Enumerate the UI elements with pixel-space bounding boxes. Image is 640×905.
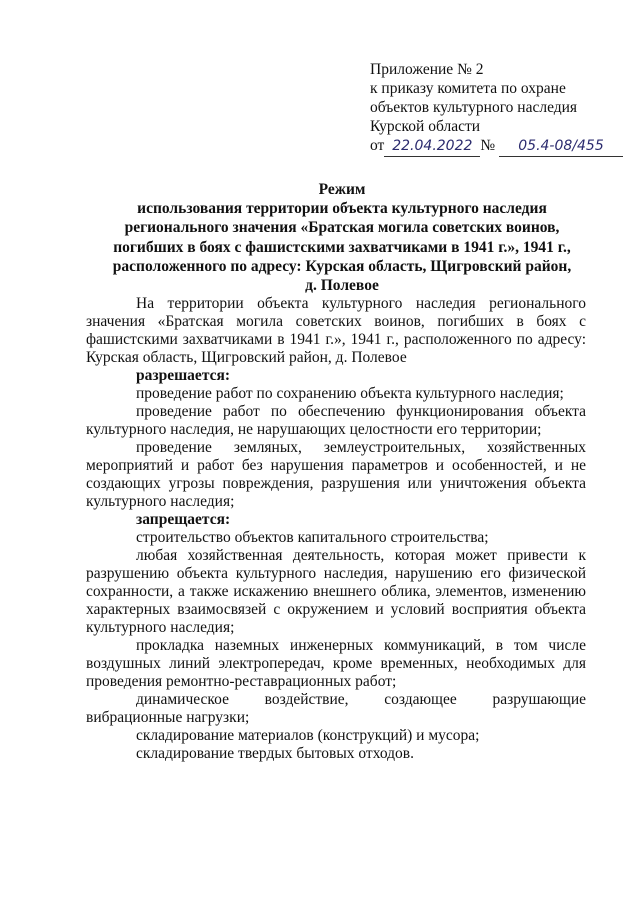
appendix-committee-line: объектов культурного наследия [370, 99, 578, 116]
appendix-header [370, 60, 623, 157]
order-date: 22.04.2022 [384, 137, 480, 157]
allowed-item: проведение работ по сохранению объекта культурного наследия; [136, 385, 564, 402]
title-line-5: расположенного по адресу: Курская область, Щигровский район, [112, 257, 572, 275]
order-number: 05.4-08/455 [499, 137, 623, 157]
number-sign: № [480, 137, 496, 154]
from-label: от [370, 137, 385, 154]
forbidden-item: динамическое воздействие, создающее разрушающие вибрационные нагрузки; [86, 691, 586, 726]
title-line-2: использования территории объекта культурного наследия [137, 200, 547, 218]
forbidden-item: складирование материалов (конструкций) и мусора; [136, 727, 480, 744]
document-body [86, 295, 586, 763]
title-line-6: д. Полевое [305, 277, 379, 295]
forbidden-item: прокладка наземных инженерных коммуникаций, в том числе воздушных линий электропередач, кроме временных, необходимых для проведения ремонтно-реставрационных работ; [86, 637, 586, 690]
title-line-4: погибших в боях с фашистскими захватчиками в 1941 г.», 1941 г., [113, 238, 571, 256]
appendix-title: Приложение № 2 [370, 61, 484, 78]
intro-paragraph: На территории объекта культурного наследия регионального значения «Братская могила советских воинов, погибших в боях с фашистскими захватчиками в 1941 г.», 1941 г., расположенного по адресу: Курская область, Щигровский район, д. Полевое [86, 295, 586, 366]
document-title [86, 180, 598, 295]
forbidden-item: складирование твердых бытовых отходов. [136, 745, 414, 762]
forbidden-item: строительство объектов капитального строительства; [136, 529, 489, 546]
allowed-item: проведение земляных, землеустроительных, хозяйственных мероприятий и работ без нарушения параметров и особенностей, и не создающих угрозы повреждения, разрушения или уничтожения объекта культурного наследия; [86, 439, 586, 510]
forbidden-heading: запрещается: [136, 511, 231, 528]
appendix-date-line [370, 136, 623, 157]
appendix-order-line: к приказу комитета по охране [370, 80, 566, 97]
appendix-region-line: Курской области [370, 118, 481, 135]
allowed-item: проведение работ по обеспечению функционирования объекта культурного наследия, не нарушающих целостности его территории; [86, 403, 586, 438]
title-line-1: Режим [318, 181, 366, 198]
forbidden-item: любая хозяйственная деятельность, которая может привести к разрушению объекта культурного наследия, нарушению его физической сохранности, а также искажению внешнего облика, элементов, изменению характерных взаимосвязей с окружением и условий восприятия объекта культурного наследия; [86, 547, 586, 636]
allowed-heading: разрешается: [136, 367, 231, 384]
title-line-3: регионального значения «Братская могила советских воинов, [124, 219, 560, 237]
